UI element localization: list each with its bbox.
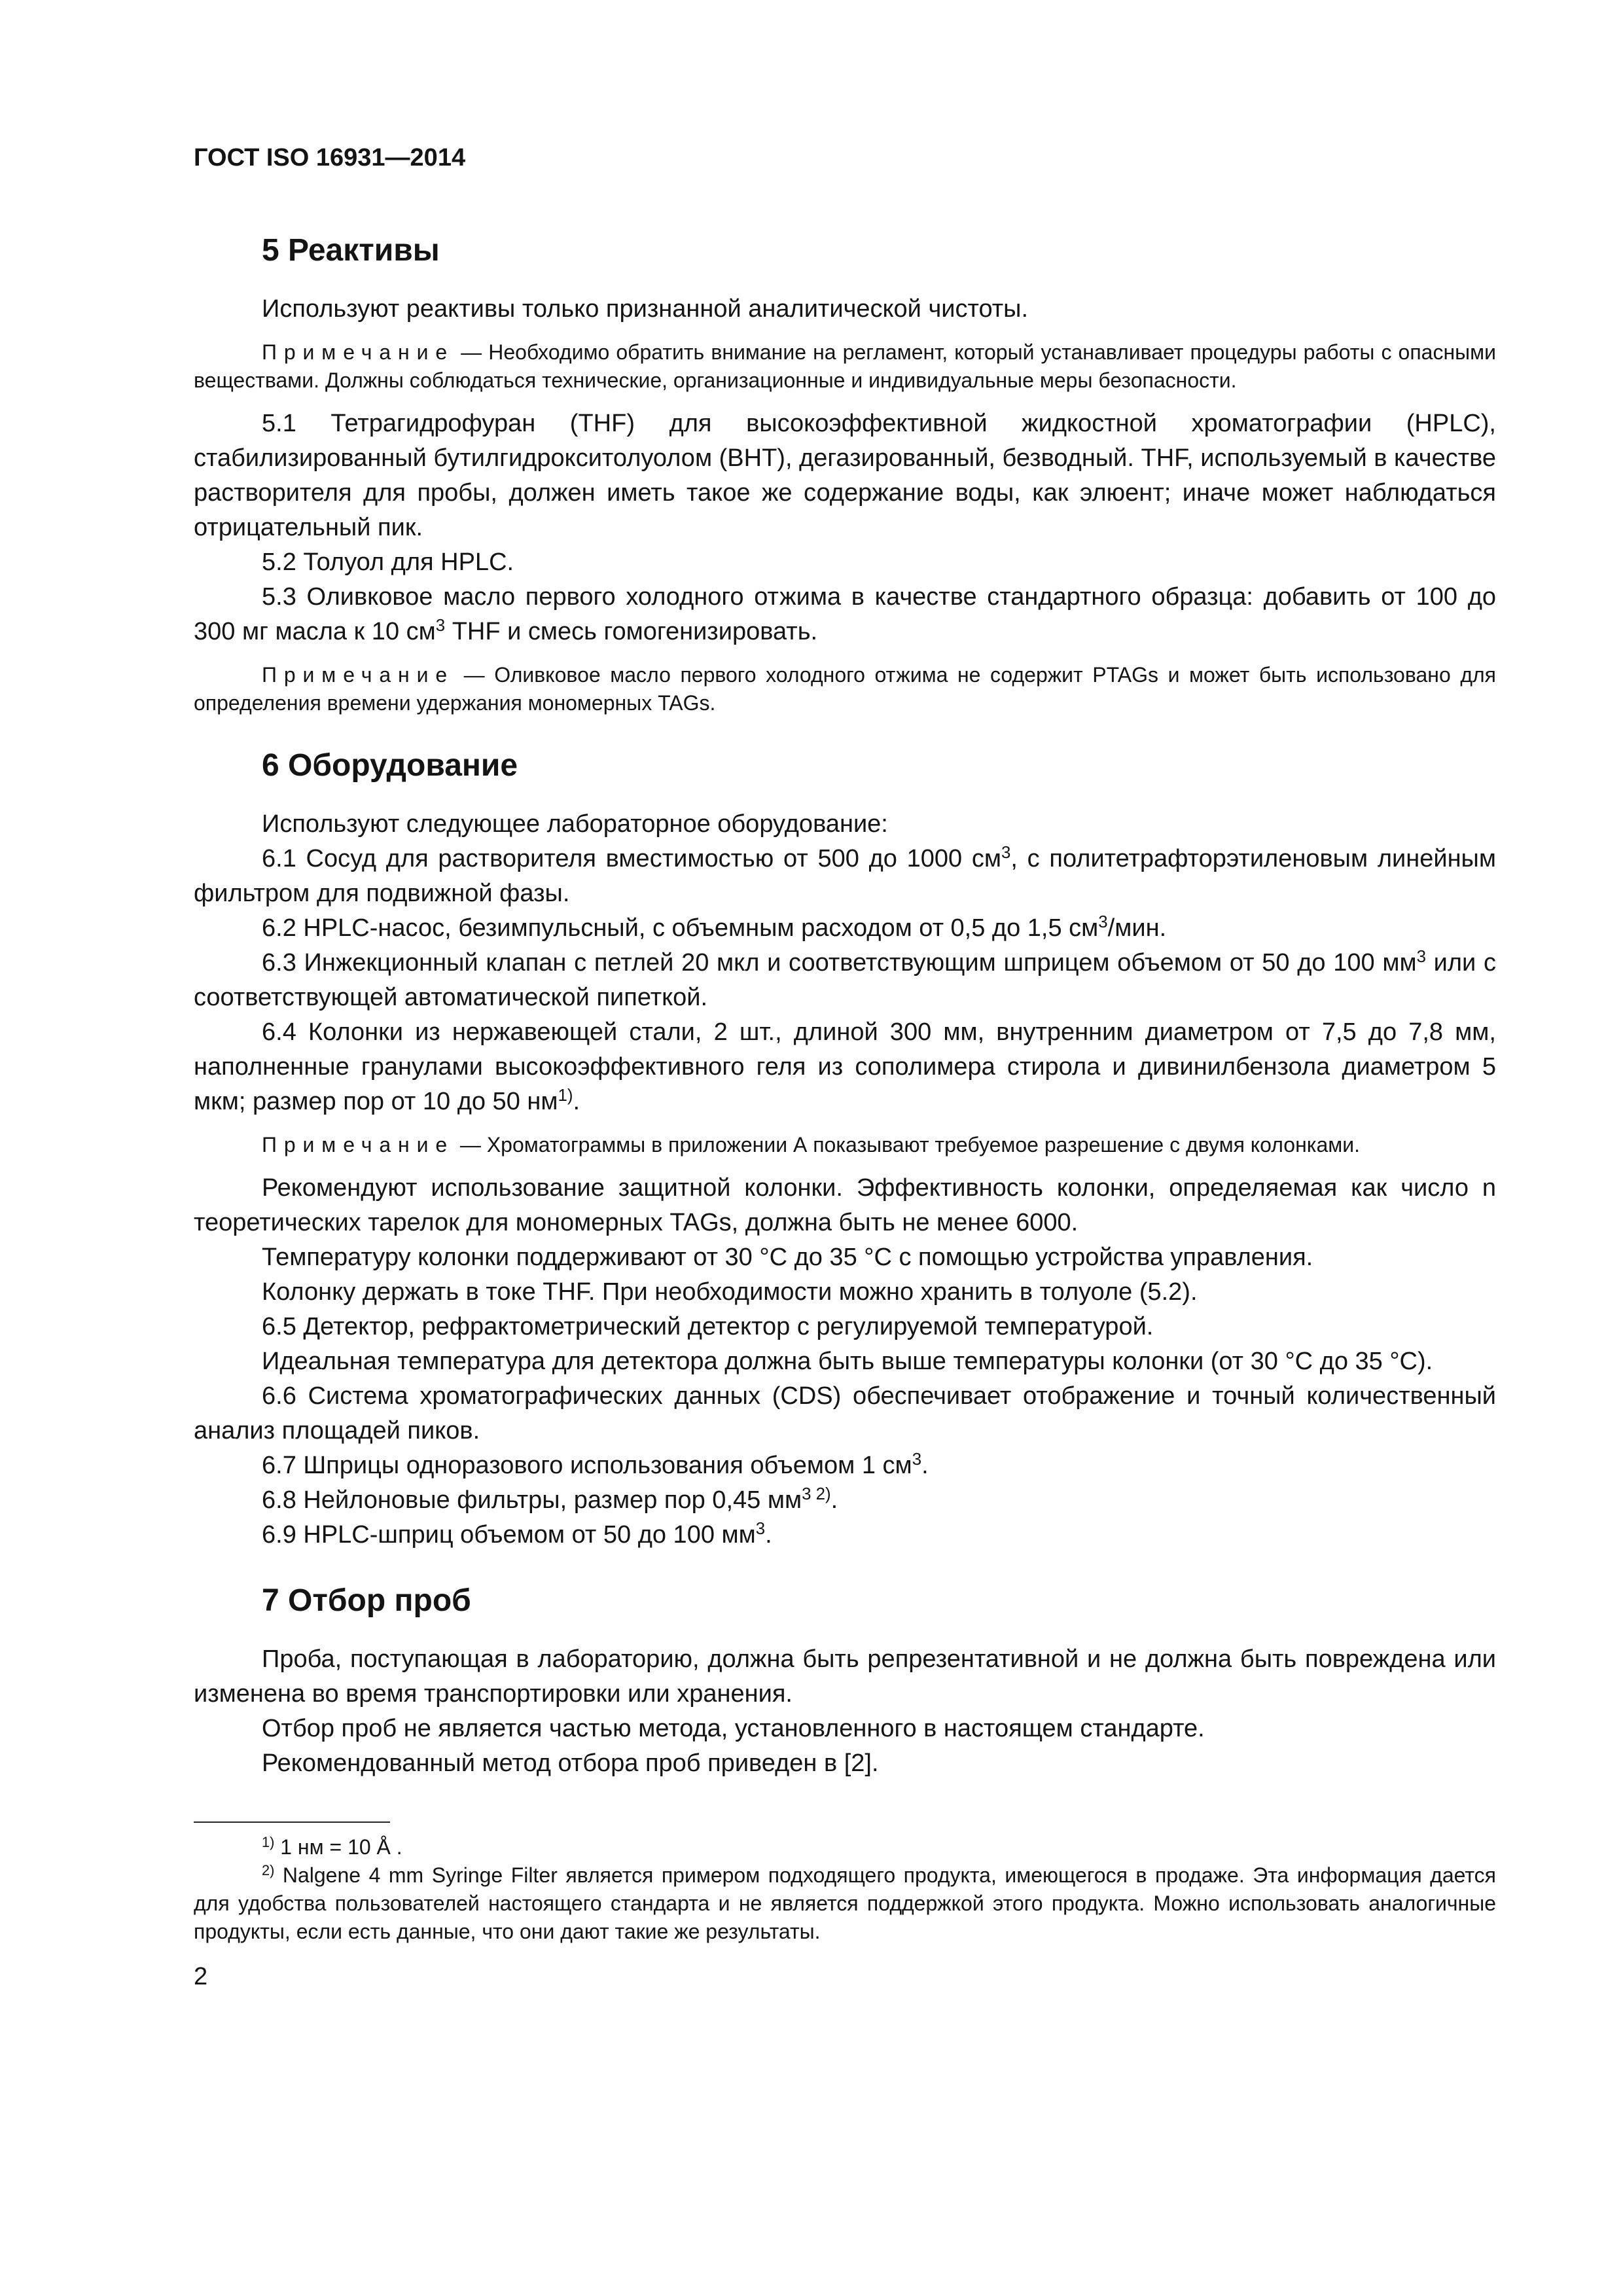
section-6-intro: Используют следующее лабораторное оборудование: xyxy=(262,810,888,838)
superscript: 3 xyxy=(912,1450,922,1469)
clause-text: 6.3 Инжекционный клапан с петлей 20 мкл и соответствующим шприцем объемом от 50 до 100 мм xyxy=(262,949,1417,977)
clause-text: 6.8 Нейлоновые фильтры, размер пор 0,45 мм xyxy=(262,1486,802,1514)
paragraph-column-temperature: Температуру колонки поддерживают от 30 °С до 35 °С с помощью устройства управления. xyxy=(262,1244,1313,1271)
clause-6-9 xyxy=(194,1518,1496,1552)
paragraph-guard-column: Рекомендуют использование защитной колонки. Эффективность колонки, определяемая как число n теоретических тарелок для мономерных TAGs, должна быть не менее 6000. xyxy=(194,1174,1496,1236)
note-label: Примечание xyxy=(262,663,455,687)
clause-text: . xyxy=(830,1486,838,1514)
note-text: — Необходимо обратить внимание на регламент, который устанавливает процедуры работы с опасными веществами. Должны соблюдаться технические, организационные и индивидуальные меры безопасности. xyxy=(194,340,1496,392)
clause-text: или с соответствующей автоматической пипеткой. xyxy=(194,949,1496,1011)
note-6-1 xyxy=(194,1131,1496,1159)
footnote-text: 1 нм = 10 Å . xyxy=(274,1835,402,1859)
note-text: — Оливковое масло первого холодного отжима не содержит PTAGs и может быть использовано для определения времени удержания мономерных TAGs. xyxy=(194,663,1496,715)
clause-text: . xyxy=(765,1521,772,1549)
section-7-paragraph-3: Рекомендованный метод отбора проб приведен в [2]. xyxy=(262,1749,879,1777)
clause-text: 6.2 HPLC-насос, безимпульсный, с объемным расходом от 0,5 до 1,5 см xyxy=(262,914,1099,942)
footnote-ref: 1) xyxy=(558,1086,573,1105)
clause-6-8 xyxy=(194,1483,1496,1518)
footnote-2 xyxy=(194,1861,1496,1946)
clause-text: 5.3 Оливковое масло первого холодного отжима в качестве стандартного образца: добавить от 100 до 300 мг масла к 10 см xyxy=(194,583,1496,645)
section-5-intro: Используют реактивы только признанной аналитической чистоты. xyxy=(262,295,1029,323)
clause-6-3 xyxy=(194,946,1496,1015)
paragraph-column-storage: Колонку держать в токе THF. При необходимости можно хранить в толуоле (5.2). xyxy=(262,1278,1198,1306)
section-7-title: 7 Отбор проб xyxy=(262,1583,471,1618)
superscript: 3 2) xyxy=(802,1485,831,1504)
clause-6-7 xyxy=(194,1448,1496,1483)
superscript: 3 xyxy=(1001,844,1011,863)
clause-text: 6.1 Сосуд для растворителя вместимостью от 500 до 1000 см xyxy=(262,845,1001,872)
clause-5-2: 5.2 Толуол для HPLC. xyxy=(262,548,514,576)
document-page xyxy=(194,144,1496,1991)
footnote-mark: 1) xyxy=(262,1834,275,1851)
document-header: ГОСТ ISO 16931—2014 xyxy=(194,144,466,171)
clause-text: 6.4 Колонки из нержавеющей стали, 2 шт., длиной 300 мм, внутренним диаметром от 7,5 до 7,8 мм, наполненные гранулами высокоэффективного геля из сополимера стирола и дивинилбензола диаметром 5 мкм; размер пор от 10 до 50 нм xyxy=(194,1018,1496,1115)
note-label: Примечание xyxy=(262,1133,455,1157)
clause-6-2 xyxy=(194,911,1496,946)
clause-text: /мин. xyxy=(1107,914,1167,942)
footnote-divider xyxy=(194,1821,390,1823)
footnote-1 xyxy=(194,1833,1496,1861)
page-number: 2 xyxy=(194,1963,208,1990)
note-label: Примечание xyxy=(262,340,455,364)
clause-text: 6.7 Шприцы одноразового использования объемом 1 см xyxy=(262,1452,912,1479)
note-5-2 xyxy=(194,661,1496,717)
clause-6-4 xyxy=(194,1015,1496,1119)
superscript: 3 xyxy=(435,617,446,636)
paragraph-detector-temperature: Идеальная температура для детектора должна быть выше температуры колонки (от 30 °С до 35 °С). xyxy=(262,1348,1433,1375)
superscript: 3 xyxy=(1416,948,1426,967)
clause-text: THF и смесь гомогенизировать. xyxy=(445,618,818,645)
clause-text: . xyxy=(573,1088,580,1115)
superscript: 3 xyxy=(1098,913,1108,932)
clause-text: . xyxy=(921,1452,929,1479)
section-7-paragraph-1: Проба, поступающая в лабораторию, должна быть репрезентативной и не должна быть повреждена или изменена во время транспортировки или хранения. xyxy=(194,1645,1496,1708)
clause-text: , с политетрафторэтиленовым линейным фильтром для подвижной фазы. xyxy=(194,845,1496,907)
clause-6-6: 6.6 Система хроматографических данных (CDS) обеспечивает отображение и точный количественный анализ площадей пиков. xyxy=(194,1382,1496,1444)
note-text: — Хроматограммы в приложении А показывают требуемое разрешение с двумя колонками. xyxy=(454,1133,1360,1157)
section-7-paragraph-2: Отбор проб не является частью метода, установленного в настоящем стандарте. xyxy=(262,1715,1205,1742)
section-5-title: 5 Реактивы xyxy=(262,233,440,268)
clause-6-5: 6.5 Детектор, рефрактометрический детектор с регулируемой температурой. xyxy=(262,1313,1154,1340)
clause-6-1 xyxy=(194,842,1496,911)
footnote-text: Nalgene 4 mm Syringe Filter является примером подходящего продукта, имеющегося в продаже. Эта информация дается для удобства пользователей настоящего стандарта и не является поддержкой этого продукта. Можно использовать аналогичные продукты, если есть данные, что они дают такие же результаты. xyxy=(194,1863,1496,1943)
section-6-title: 6 Оборудование xyxy=(262,748,518,783)
footnote-mark: 2) xyxy=(262,1862,275,1879)
note-5-1 xyxy=(194,338,1496,395)
superscript: 3 xyxy=(755,1520,766,1539)
clause-text: 6.9 HPLC-шприц объемом от 50 до 100 мм xyxy=(262,1521,756,1549)
clause-5-1: 5.1 Тетрагидрофуран (THF) для высокоэффективной жидкостной хроматографии (HPLC), стабилизированный бутилгидрокситолуолом (BHT), дегазированный, безводный. THF, используемый в качестве растворителя для пробы, должен иметь такое же содержание воды, как элюент; иначе может наблюдаться отрицательный пик. xyxy=(194,410,1496,541)
clause-5-3 xyxy=(194,580,1496,649)
